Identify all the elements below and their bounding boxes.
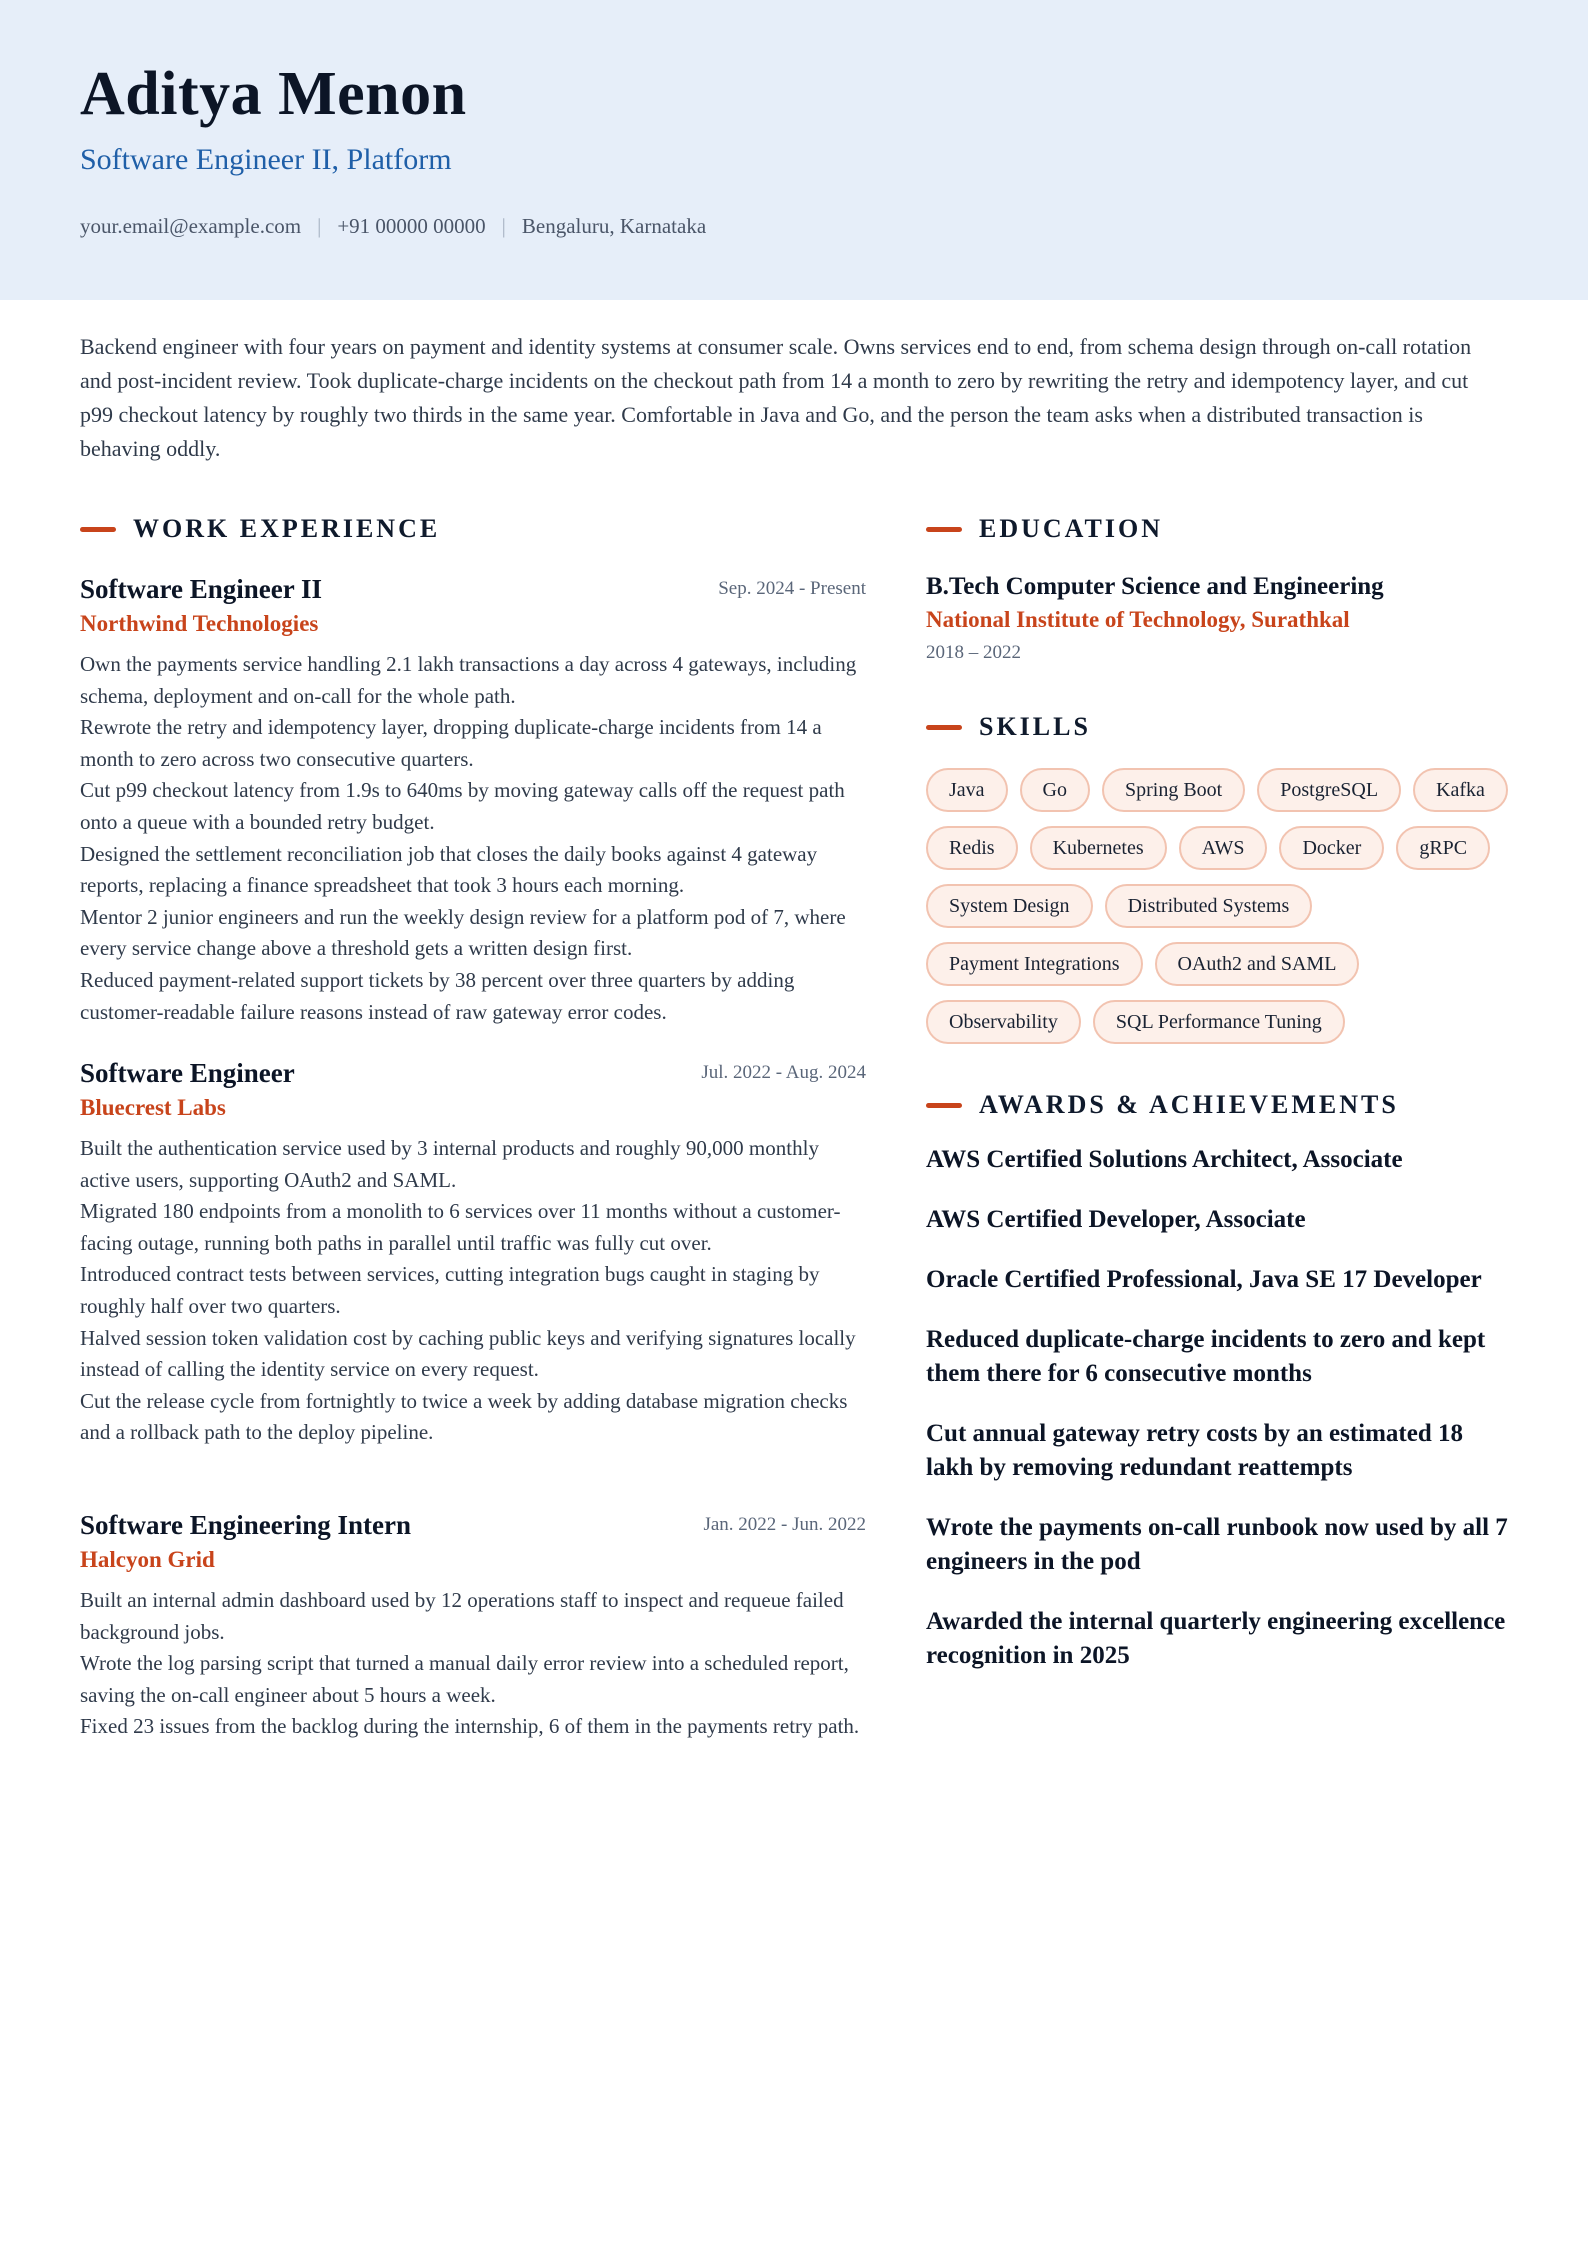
skill-chip: Distributed Systems bbox=[1105, 884, 1313, 928]
award-item: Oracle Certified Professional, Java SE 17 Developer bbox=[926, 1266, 1482, 1293]
section-title: SKILLS bbox=[979, 712, 1091, 741]
job-title: Software Engineer bbox=[80, 1058, 295, 1088]
job-date: Jul. 2022 - Aug. 2024 bbox=[701, 1062, 866, 1083]
job-bullet: Rewrote the retry and idempotency layer, dropping duplicate-charge incidents from 14 a month to zero across two consecutive quarters. bbox=[80, 715, 822, 771]
contact-phone[interactable]: +91 00000 00000 bbox=[337, 214, 486, 238]
education-years: 2018 – 2022 bbox=[926, 642, 1021, 663]
job-bullets bbox=[80, 1585, 866, 1743]
skill-chip: OAuth2 and SAML bbox=[1155, 942, 1360, 986]
skills-list bbox=[926, 768, 1526, 1044]
section-title: AWARDS & ACHIEVEMENTS bbox=[979, 1090, 1399, 1119]
job-entry bbox=[80, 572, 866, 1028]
job-bullet: Built an internal admin dashboard used by 12 operations staff to inspect and requeue failed background jobs. bbox=[80, 1588, 844, 1644]
skill-chip: AWS bbox=[1179, 826, 1268, 870]
job-date: Jan. 2022 - Jun. 2022 bbox=[703, 1514, 866, 1535]
header-band bbox=[0, 0, 1588, 300]
section-title: WORK EXPERIENCE bbox=[133, 514, 441, 543]
candidate-name: Aditya Menon bbox=[80, 60, 467, 128]
skill-chip: gRPC bbox=[1396, 826, 1490, 870]
job-bullet: Halved session token validation cost by caching public keys and verifying signatures locally instead of calling the identity service on every request. bbox=[80, 1325, 856, 1382]
skill-chip: Java bbox=[926, 768, 1008, 812]
contact-separator: | bbox=[317, 214, 322, 238]
job-company: Halcyon Grid bbox=[80, 1547, 215, 1572]
contact-location: Bengaluru, Karnataka bbox=[521, 214, 707, 238]
section-accent-bar bbox=[926, 725, 962, 730]
skill-chip: Kubernetes bbox=[1030, 826, 1167, 870]
job-company: Northwind Technologies bbox=[80, 611, 319, 636]
contact-email[interactable]: your.email@example.com bbox=[80, 214, 302, 238]
job-title: Software Engineering Intern bbox=[80, 1510, 411, 1540]
education-degree: B.Tech Computer Science and Engineering bbox=[926, 573, 1384, 600]
job-bullet: Cut p99 checkout latency from 1.9s to 640ms by moving gateway calls off the request path onto a queue with a bounded retry budget. bbox=[80, 778, 845, 834]
skill-chip: PostgreSQL bbox=[1257, 768, 1401, 812]
skill-chip: Go bbox=[1020, 768, 1090, 812]
candidate-role: Software Engineer II, Platform bbox=[80, 143, 452, 176]
job-bullet: Built the authentication service used by 3 internal products and roughly 90,000 monthly active users, supporting OAuth2 and SAML. bbox=[80, 1136, 819, 1192]
job-bullet: Fixed 23 issues from the backlog during the internship, 6 of them in the payments retry path. bbox=[80, 1714, 860, 1739]
job-date: Sep. 2024 - Present bbox=[718, 578, 866, 599]
section-accent-bar bbox=[80, 527, 116, 532]
job-bullets bbox=[80, 1133, 866, 1449]
education-school: National Institute of Technology, Surathkal bbox=[926, 607, 1350, 632]
award-item: Cut annual gateway retry costs by an estimated 18 lakh by removing redundant reattempts bbox=[926, 1420, 1464, 1481]
skill-chip: Docker bbox=[1279, 826, 1384, 870]
skill-chip: Kafka bbox=[1413, 768, 1508, 812]
job-bullet: Wrote the log parsing script that turned a manual daily error review into a scheduled report, saving the on-call engineer about 5 hours a week. bbox=[80, 1651, 849, 1707]
contact-separator: | bbox=[501, 214, 506, 238]
job-bullet: Designed the settlement reconciliation job that closes the daily books against 4 gateway reports, replacing a finance spreadsheet that took 3 hours each morning. bbox=[80, 841, 818, 898]
education-entry bbox=[926, 570, 1526, 668]
profile-summary: Backend engineer with four years on payment and identity systems at consumer scale. Owns services end to end, from schema design through on-call rotation and post-incident review. Took duplicate-charge incidents on the checkout path from 14 a month to zero by rewriting the retry and idempotency layer, and cut p99 checkout latency by roughly two thirds in the same year. Comfortable in Java and Go, and the person the team asks when a distributed transaction is behaving oddly. bbox=[80, 334, 1472, 461]
award-item: AWS Certified Solutions Architect, Associate bbox=[926, 1146, 1403, 1173]
section-title: EDUCATION bbox=[979, 514, 1163, 543]
skill-chip: SQL Performance Tuning bbox=[1093, 1000, 1345, 1044]
job-title: Software Engineer II bbox=[80, 574, 322, 604]
award-item: Awarded the internal quarterly engineering excellence recognition in 2025 bbox=[926, 1608, 1506, 1669]
job-bullets bbox=[80, 649, 866, 1028]
skill-chip: Payment Integrations bbox=[926, 942, 1143, 986]
award-item: AWS Certified Developer, Associate bbox=[926, 1206, 1306, 1233]
award-item: Wrote the payments on-call runbook now used by all 7 engineers in the pod bbox=[926, 1514, 1508, 1575]
skill-chip: Observability bbox=[926, 1000, 1081, 1044]
skill-chip: Spring Boot bbox=[1102, 768, 1245, 812]
job-entry bbox=[80, 1056, 866, 1449]
job-entry bbox=[80, 1508, 866, 1743]
section-accent-bar bbox=[926, 1103, 962, 1108]
award-item: Reduced duplicate-charge incidents to zero and kept them there for 6 consecutive months bbox=[926, 1326, 1486, 1387]
education-heading bbox=[926, 514, 1163, 544]
job-bullet: Cut the release cycle from fortnightly to twice a week by adding database migration checks and a rollback path to the deploy pipeline. bbox=[80, 1388, 848, 1445]
job-company: Bluecrest Labs bbox=[80, 1095, 226, 1120]
contact-line bbox=[80, 213, 706, 240]
awards-list bbox=[926, 1143, 1516, 1699]
job-bullet: Migrated 180 endpoints from a monolith to 6 services over 11 months without a customer-facing outage, running both paths in parallel until traffic was fully cut over. bbox=[80, 1199, 841, 1255]
section-accent-bar bbox=[926, 527, 962, 532]
job-bullet: Mentor 2 junior engineers and run the weekly design review for a platform pod of 7, where every service change above a threshold gets a written design first. bbox=[80, 904, 846, 961]
skill-chip: Redis bbox=[926, 826, 1018, 870]
skill-chip: System Design bbox=[926, 884, 1093, 928]
skills-heading bbox=[926, 712, 1091, 742]
awards-heading bbox=[926, 1090, 1399, 1120]
job-bullet: Reduced payment-related support tickets by 38 percent over three quarters by adding customer-readable failure reasons instead of raw gateway error codes. bbox=[80, 967, 795, 1024]
job-bullet: Own the payments service handling 2.1 lakh transactions a day across 4 gateways, including schema, deployment and on-call for the whole path. bbox=[80, 652, 857, 708]
job-bullet: Introduced contract tests between services, cutting integration bugs caught in staging by roughly half over two quarters. bbox=[80, 1262, 820, 1318]
work-experience-heading bbox=[80, 514, 440, 544]
